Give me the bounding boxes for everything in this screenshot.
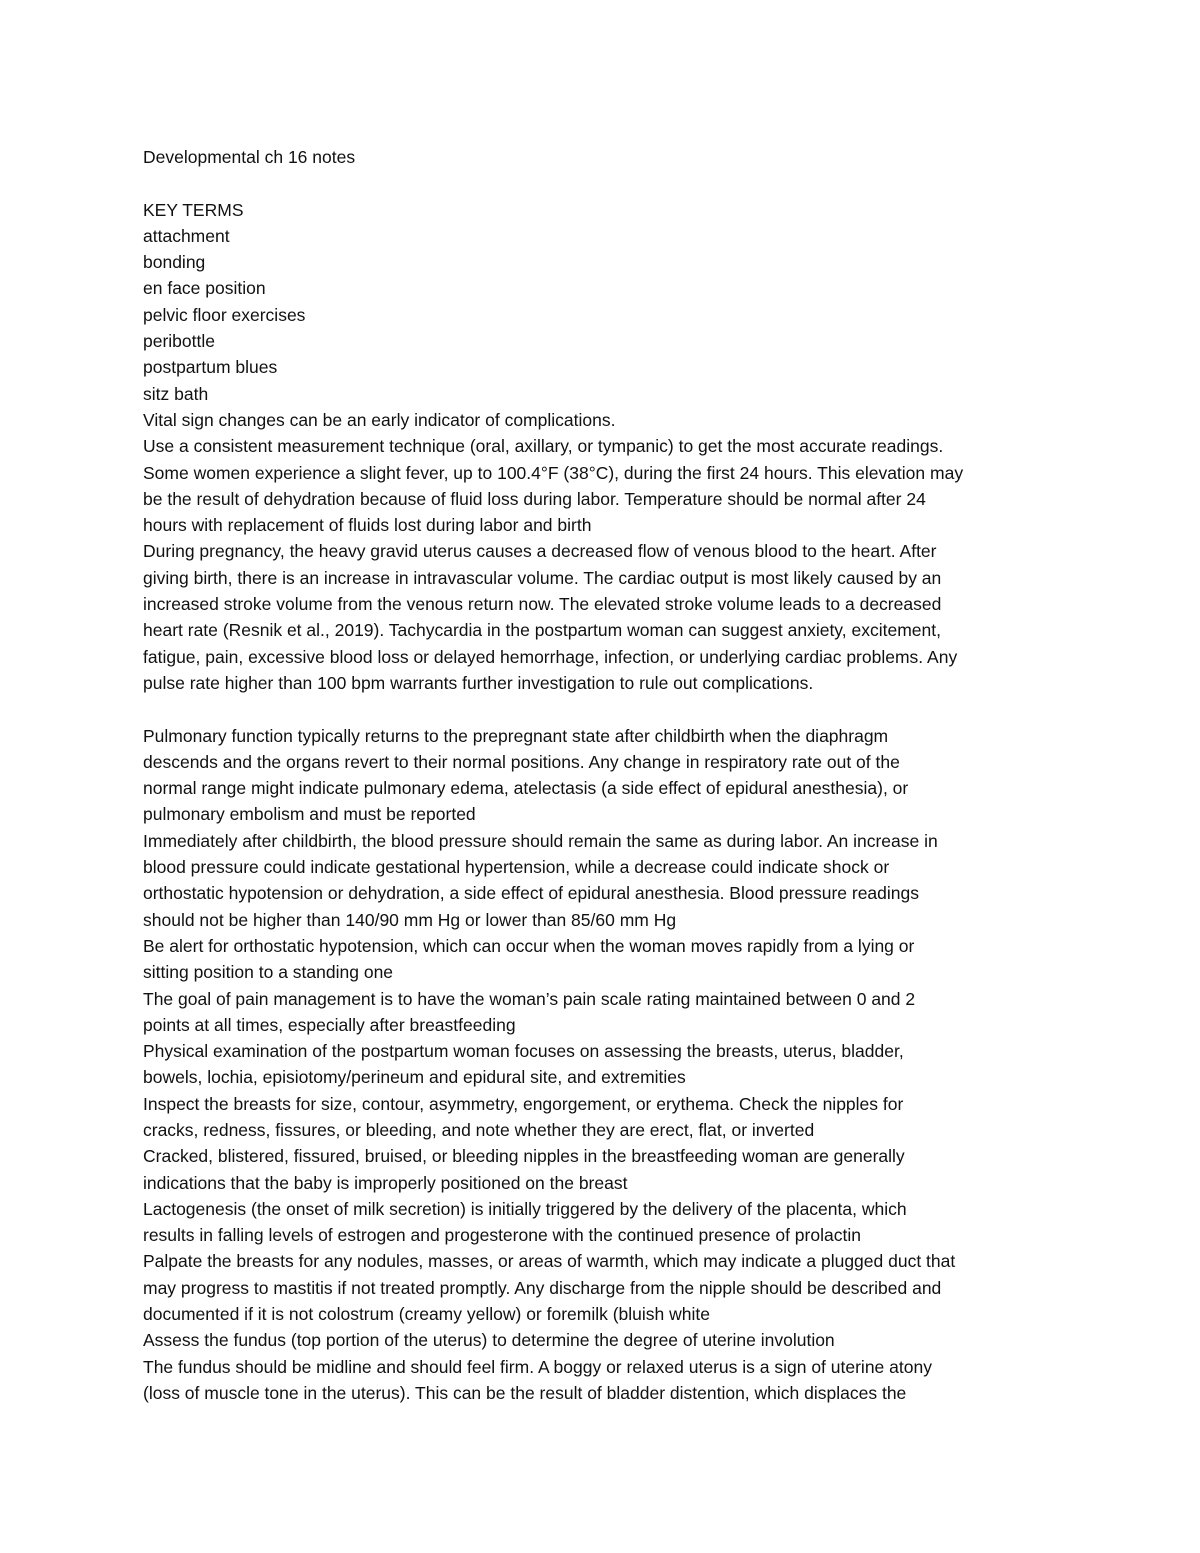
key-term: en face position — [143, 278, 266, 299]
text-line: Immediately after childbirth, the blood pressure should remain the same as during labor. An increase in — [143, 830, 938, 851]
text-line: cracks, redness, fissures, or bleeding, and note whether they are erect, flat, or inverted — [143, 1119, 815, 1140]
text-line: Be alert for orthostatic hypotension, which can occur when the woman moves rapidly from a lying or — [143, 935, 915, 956]
text-line: During pregnancy, the heavy gravid uterus causes a decreased flow of venous blood to the heart. After — [143, 541, 937, 562]
text-line: normal range might indicate pulmonary edema, atelectasis (a side effect of epidural anesthesia), or — [143, 778, 909, 799]
key-terms-heading: KEY TERMS — [143, 199, 244, 220]
text-line: points at all times, especially after breastfeeding — [143, 1014, 516, 1035]
text-line: increased stroke volume from the venous return now. The elevated stroke volume leads to a decreased — [143, 594, 942, 615]
text-line: Vital sign changes can be an early indicator of complications. — [143, 409, 616, 430]
text-line: indications that the baby is improperly positioned on the breast — [143, 1172, 628, 1193]
text-line: Use a consistent measurement technique (oral, axillary, or tympanic) to get the most accurate readings. — [143, 436, 944, 457]
key-term: sitz bath — [143, 383, 209, 404]
blank-line — [143, 170, 1063, 196]
notes-section-assessment — [143, 723, 1063, 1407]
text-line: giving birth, there is an increase in intravascular volume. The cardiac output is most likely caused by an — [143, 567, 942, 588]
text-line: pulse rate higher than 100 bpm warrants further investigation to rule out complications. — [143, 672, 814, 693]
text-line: should not be higher than 140/90 mm Hg or lower than 85/60 mm Hg — [143, 909, 677, 930]
text-line: bowels, lochia, episiotomy/perineum and epidural site, and extremities — [143, 1067, 686, 1088]
key-term: bonding — [143, 252, 206, 273]
key-term: postpartum blues — [143, 357, 278, 378]
text-line: pulmonary embolism and must be reported — [143, 804, 476, 825]
key-term: attachment — [143, 225, 230, 246]
text-line: (loss of muscle tone in the uterus). This can be the result of bladder distention, which displaces the — [143, 1382, 907, 1403]
text-line: Cracked, blistered, fissured, bruised, or bleeding nipples in the breastfeeding woman are generally — [143, 1146, 905, 1167]
key-terms-list — [143, 223, 1063, 407]
text-line: Inspect the breasts for size, contour, asymmetry, engorgement, or erythema. Check the nipples for — [143, 1093, 904, 1114]
text-line: Lactogenesis (the onset of milk secretion) is initially triggered by the delivery of the placenta, which — [143, 1198, 907, 1219]
text-line: blood pressure could indicate gestational hypertension, while a decrease could indicate shock or — [143, 857, 890, 878]
text-line: Some women experience a slight fever, up to 100.4°F (38°C), during the first 24 hours. This elevation may — [143, 462, 964, 483]
text-line: orthostatic hypotension or dehydration, a side effect of epidural anesthesia. Blood pressure readings — [143, 883, 919, 904]
text-line: Physical examination of the postpartum woman focuses on assessing the breasts, uterus, bladder, — [143, 1041, 904, 1062]
text-line: Palpate the breasts for any nodules, masses, or areas of warmth, which may indicate a plugged duct that — [143, 1251, 956, 1272]
key-term: peribottle — [143, 331, 215, 352]
text-line: results in falling levels of estrogen and progesterone with the continued presence of prolactin — [143, 1225, 861, 1246]
text-line: documented if it is not colostrum (creamy yellow) or foremilk (bluish white — [143, 1304, 710, 1325]
text-line: Assess the fundus (top portion of the uterus) to determine the degree of uterine involution — [143, 1330, 835, 1351]
text-line: may progress to mastitis if not treated promptly. Any discharge from the nipple should be described and — [143, 1277, 942, 1298]
text-line: The fundus should be midline and should feel firm. A boggy or relaxed uterus is a sign of uterine atony — [143, 1356, 932, 1377]
document-body — [143, 144, 1063, 1406]
text-line: sitting position to a standing one — [143, 962, 394, 983]
key-term: pelvic floor exercises — [143, 304, 306, 325]
text-line: The goal of pain management is to have the woman’s pain scale rating maintained between 0 and 2 — [143, 988, 916, 1009]
text-line: Pulmonary function typically returns to the prepregnant state after childbirth when the diaphragm — [143, 725, 889, 746]
text-line: heart rate (Resnik et al., 2019). Tachycardia in the postpartum woman can suggest anxiety, excitement, — [143, 620, 941, 641]
text-line: fatigue, pain, excessive blood loss or delayed hemorrhage, infection, or underlying cardiac problems. Any — [143, 646, 958, 667]
text-line: descends and the organs revert to their normal positions. Any change in respiratory rate out of the — [143, 751, 900, 772]
notes-section-vitals — [143, 407, 1063, 696]
text-line: hours with replacement of fluids lost during labor and birth — [143, 515, 592, 536]
blank-line — [143, 696, 1063, 722]
text-line: be the result of dehydration because of fluid loss during labor. Temperature should be normal after 24 — [143, 488, 926, 509]
document-title: Developmental ch 16 notes — [143, 147, 356, 167]
